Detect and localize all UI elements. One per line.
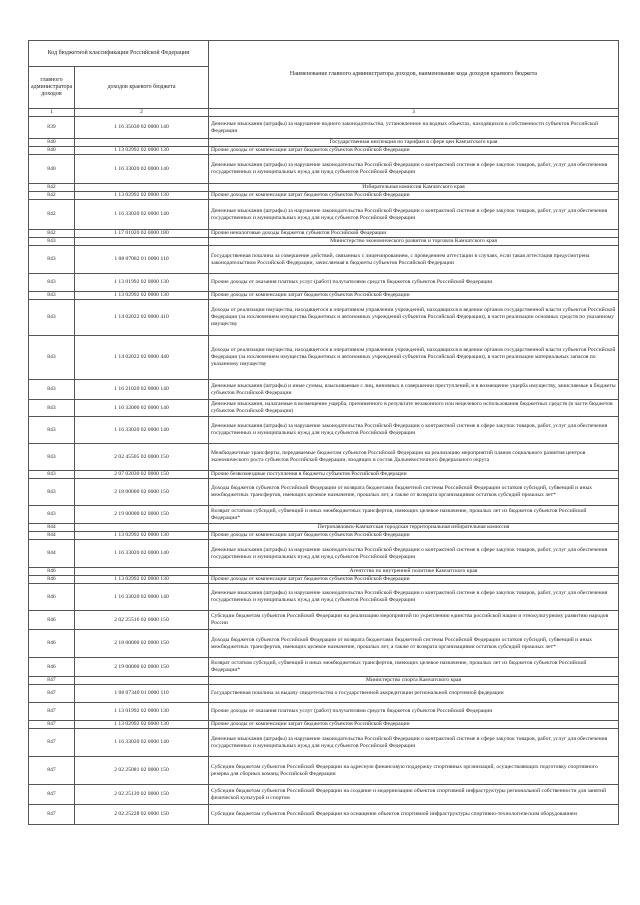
income-code-cell: [75, 568, 209, 576]
column-number: 2: [75, 109, 209, 117]
table-row: [29, 584, 619, 611]
admin-code-cell: 846: [29, 658, 75, 677]
section-row: [29, 524, 619, 532]
admin-code-cell: 847: [29, 785, 75, 805]
description-cell: Субсидии бюджетам субъектов Российской Федерации на реализацию мероприятий по укреплению единства российской нации и этнокультурному развитию народов России: [209, 611, 619, 630]
description-cell: Прочие доходы от компенсации затрат бюджетов субъектов Российской Федерации: [209, 721, 619, 729]
table-row: [29, 479, 619, 506]
description-cell: Министерство экономического развития и торговли Камчатского края: [209, 238, 619, 246]
description-cell: Субсидии бюджетам субъектов Российской Федерации на оснащение объектов спортивной инфраструктуры спортивно-технологическим оборудованием: [209, 805, 619, 825]
description-cell: Возврат остатков субсидий, субвенций и иных межбюджетных трансфертов, имеющих целевое назначение, прошлых лет из бюджетов субъектов Российской Федерации*: [209, 506, 619, 524]
income-code-cell: 1 16 21020 02 0000 140: [75, 380, 209, 400]
table-row: [29, 292, 619, 300]
table-row: [29, 192, 619, 200]
description-cell: Денежные взыскания (штрафы) за нарушение законодательства Российской Федерации о контрактной системе в сфере закупок товаров, работ, услуг для обеспечения государственных и муниципальных нужд для нужд субъектов Российской Федерации: [209, 584, 619, 611]
description-cell: Денежные взыскания, налагаемые в возмещение ущерба, причиненного в результате незаконного или нецелевого использования бюджетных средств (в части бюджетов субъектов Российской Федерации): [209, 400, 619, 417]
admin-code-cell: 840: [29, 139, 75, 147]
admin-code-cell: 843: [29, 300, 75, 336]
admin-code-cell: 846: [29, 584, 75, 611]
income-code-cell: 1 16 32000 02 0000 140: [75, 400, 209, 417]
income-code-cell: 1 08 07082 01 0000 110: [75, 246, 209, 274]
budget-codes-table: [28, 40, 619, 825]
admin-code-cell: 840: [29, 147, 75, 155]
description-cell: Доходы бюджетов субъектов Российской Федерации от возврата бюджетами бюджетной системы Российской Федерации остатков субсидий, субвенций и иных межбюджетных трансфертов, имеющих целевое назначение, прошлых лет, а также от возврата организациями остатков субсидий прошлых лет*: [209, 479, 619, 506]
income-code-cell: 1 16 33020 02 0000 140: [75, 540, 209, 568]
description-cell: Денежные взыскания (штрафы) за нарушение законодательства Российской Федерации о контрактной системе в сфере закупок товаров, работ, услуг для обеспечения государственных и муниципальных нужд для нужд субъектов Российской Федерации: [209, 155, 619, 184]
description-cell: Денежные взыскания (штрафы) и иные суммы, взыскиваемые с лиц, виновных в совершении преступлений, и в возмещение ущерба имуществу, зачисляемые в бюджеты субъектов Российской Федерации: [209, 380, 619, 400]
table-row: [29, 611, 619, 630]
table-row: [29, 246, 619, 274]
admin-code-cell: 843: [29, 380, 75, 400]
income-code-cell: 2 02 25228 02 0000 150: [75, 805, 209, 825]
income-code-cell: 1 08 07340 01 0000 110: [75, 685, 209, 703]
description-cell: Доходы бюджетов субъектов Российской Федерации от возврата бюджетами бюджетной системы Российской Федерации остатков субсидий, субвенций и иных межбюджетных трансфертов, имеющих целевое назначение, прошлых лет, а также от возврата организациями остатков субсидий прошлых лет*: [209, 630, 619, 658]
admin-code-cell: 846: [29, 630, 75, 658]
admin-code-cell: 847: [29, 805, 75, 825]
admin-code-cell: 843: [29, 479, 75, 506]
table-row: [29, 630, 619, 658]
income-code-cell: 1 16 35030 02 0000 140: [75, 117, 209, 139]
admin-code-cell: 847: [29, 721, 75, 729]
admin-code-cell: 842: [29, 200, 75, 230]
income-code-cell: 1 13 02992 02 0000 130: [75, 532, 209, 540]
table-body: [29, 117, 619, 825]
income-code-cell: 2 02 25139 02 0000 150: [75, 785, 209, 805]
section-row: [29, 568, 619, 576]
description-cell: Возврат остатков субсидий, субвенций и иных межбюджетных трансфертов, имеющих целевое назначение, прошлых лет из бюджетов субъектов Российской Федерации*: [209, 658, 619, 677]
table-row: [29, 721, 619, 729]
description-cell: Государственная инспекция по тарифам в сфере цен Камчатского края: [209, 139, 619, 147]
header-group-cell: Код бюджетной классификации Российской Федерации: [29, 41, 209, 67]
table-row: [29, 300, 619, 336]
admin-code-cell: 844: [29, 524, 75, 532]
section-row: [29, 238, 619, 246]
description-cell: Государственная пошлина за выдачу свидетельства о государственной аккредитации региональной спортивной федерации: [209, 685, 619, 703]
admin-code-cell: 839: [29, 117, 75, 139]
description-cell: Межбюджетные трансферты, передаваемые бюджетам субъектов Российской Федерации на реализацию мероприятий планов социального развития центров экономического роста субъектов Российской Федерации, входящих в состав Дальневосточного федерального округа: [209, 444, 619, 471]
table-row: [29, 117, 619, 139]
admin-code-cell: 843: [29, 274, 75, 292]
section-row: [29, 677, 619, 685]
income-code-cell: 1 16 33020 02 0000 140: [75, 729, 209, 757]
admin-code-cell: 844: [29, 540, 75, 568]
description-cell: Прочие доходы от компенсации затрат бюджетов субъектов Российской Федерации: [209, 576, 619, 584]
admin-code-cell: 843: [29, 292, 75, 300]
admin-code-cell: 842: [29, 184, 75, 192]
table-row: [29, 471, 619, 479]
admin-code-cell: 843: [29, 417, 75, 444]
admin-code-cell: 847: [29, 703, 75, 721]
income-code-cell: [75, 238, 209, 246]
admin-code-cell: 843: [29, 238, 75, 246]
income-code-cell: 1 13 02992 02 0000 130: [75, 721, 209, 729]
admin-code-cell: 844: [29, 532, 75, 540]
admin-code-cell: 842: [29, 192, 75, 200]
description-cell: Денежные взыскания (штрафы) за нарушение законодательства Российской Федерации о контрактной системе в сфере закупок товаров, работ, услуг для обеспечения государственных и муниципальных нужд для нужд субъектов Российской Федерации: [209, 540, 619, 568]
income-code-cell: 2 18 00000 02 0000 150: [75, 479, 209, 506]
table-row: [29, 576, 619, 584]
income-code-cell: 2 02 25081 02 0000 150: [75, 757, 209, 785]
description-cell: Денежные взыскания (штрафы) за нарушение водного законодательства, установленное на водных объектах, находящихся в собственности субъектов Российской Федерации: [209, 117, 619, 139]
income-code-cell: 1 14 02022 02 0000 410: [75, 300, 209, 336]
table-row: [29, 805, 619, 825]
income-code-cell: 1 14 02022 02 0000 440: [75, 336, 209, 380]
description-cell: Прочие доходы от компенсации затрат бюджетов субъектов Российской Федерации: [209, 532, 619, 540]
description-cell: Прочие доходы от компенсации затрат бюджетов субъектов Российской Федерации: [209, 192, 619, 200]
admin-code-cell: 840: [29, 155, 75, 184]
description-cell: Избирательная комиссия Камчатского края: [209, 184, 619, 192]
section-row: [29, 139, 619, 147]
description-cell: Прочие доходы от оказания платных услуг (работ) получателями средств бюджетов субъектов Российской Федерации: [209, 274, 619, 292]
description-cell: Министерство спорта Камчатского края: [209, 677, 619, 685]
admin-code-cell: 843: [29, 336, 75, 380]
table-row: [29, 230, 619, 238]
description-cell: Доходы от реализации имущества, находящегося в оперативном управлении учреждений, находящихся в ведении органов государственной власти субъектов Российской Федерации (за исключением имущества бюджетных и автономных учреждений субъектов Российской Федерации), в части реализации материальных запасов по указанному имуществу: [209, 336, 619, 380]
table-row: [29, 532, 619, 540]
income-code-cell: [75, 139, 209, 147]
income-code-cell: [75, 524, 209, 532]
income-code-cell: 2 19 00000 02 0000 150: [75, 506, 209, 524]
column-number: 1: [29, 109, 75, 117]
income-code-cell: 1 13 02992 02 0000 130: [75, 576, 209, 584]
income-code-cell: 2 02 25516 02 0000 150: [75, 611, 209, 630]
admin-code-cell: 843: [29, 506, 75, 524]
income-code-cell: 1 16 33020 02 0000 140: [75, 200, 209, 230]
table-row: [29, 380, 619, 400]
income-code-cell: 2 19 00000 02 0000 150: [75, 658, 209, 677]
column-number: 3: [209, 109, 619, 117]
table-row: [29, 757, 619, 785]
table-row: [29, 703, 619, 721]
income-code-cell: 1 13 02992 02 0000 130: [75, 192, 209, 200]
admin-code-cell: 847: [29, 757, 75, 785]
income-code-cell: 1 13 02992 02 0000 130: [75, 292, 209, 300]
admin-code-cell: 846: [29, 611, 75, 630]
table-row: [29, 274, 619, 292]
header-name-cell: Наименование главного администратора доходов, наименование кода доходов краевого бюджета: [209, 41, 619, 109]
admin-code-cell: 843: [29, 400, 75, 417]
table-row: [29, 540, 619, 568]
table-row: [29, 336, 619, 380]
document-page: [28, 40, 618, 825]
description-cell: Прочие доходы от компенсации затрат бюджетов субъектов Российской Федерации: [209, 292, 619, 300]
income-code-cell: [75, 184, 209, 192]
description-cell: Прочие доходы от оказания платных услуг (работ) получателями средств бюджетов субъектов Российской Федерации: [209, 703, 619, 721]
description-cell: Субсидии бюджетам субъектов Российской Федерации на адресную финансовую поддержку спортивных организаций, осуществляющих подготовку спортивного резерва для сборных команд Российской Федерации: [209, 757, 619, 785]
admin-code-cell: 842: [29, 230, 75, 238]
description-cell: Государственная пошлина за совершение действий, связанных с лицензированием, с проведением аттестации в случаях, если такая аттестация предусмотрена законодательством Российской Федерации, зачисляемая в бюджеты субъектов Российской Федерации: [209, 246, 619, 274]
table-row: [29, 155, 619, 184]
table-row: [29, 685, 619, 703]
income-code-cell: 1 13 01992 02 0000 130: [75, 703, 209, 721]
income-code-cell: 1 13 01992 02 0000 130: [75, 274, 209, 292]
income-code-cell: 1 16 33020 02 0000 140: [75, 417, 209, 444]
income-code-cell: 1 17 01020 02 0000 180: [75, 230, 209, 238]
income-code-cell: 2 02 45505 02 0000 150: [75, 444, 209, 471]
table-row: [29, 400, 619, 417]
table-row: [29, 417, 619, 444]
admin-code-cell: 847: [29, 685, 75, 703]
table-row: [29, 444, 619, 471]
admin-code-cell: 846: [29, 568, 75, 576]
table-row: [29, 200, 619, 230]
description-cell: Денежные взыскания (штрафы) за нарушение законодательства Российской Федерации о контрактной системе в сфере закупок товаров, работ, услуг для обеспечения государственных и муниципальных нужд для нужд субъектов Российской Федерации: [209, 417, 619, 444]
description-cell: Доходы от реализации имущества, находящегося в оперативном управлении учреждений, находящихся в ведении органов государственной власти субъектов Российской Федерации (за исключением имущества бюджетных и автономных учреждений субъектов Российской Федерации), в части реализации основных средств по указанному имуществу: [209, 300, 619, 336]
income-code-cell: [75, 677, 209, 685]
description-cell: Петропавловск-Камчатская городская территориальная избирательная комиссия: [209, 524, 619, 532]
table-row: [29, 729, 619, 757]
income-code-cell: 1 13 02992 02 0000 130: [75, 147, 209, 155]
income-code-cell: 1 16 33020 02 0000 140: [75, 584, 209, 611]
description-cell: Субсидии бюджетам субъектов Российской Федерации на создание и модернизацию объектов спортивной инфраструктуры региональной собственности для занятий физической культурой и спортом: [209, 785, 619, 805]
description-cell: Денежные взыскания (штрафы) за нарушение законодательства Российской Федерации о контрактной системе в сфере закупок товаров, работ, услуг для обеспечения государственных и муниципальных нужд для нужд субъектов Российской Федерации: [209, 729, 619, 757]
admin-code-cell: 847: [29, 729, 75, 757]
description-cell: Прочие неналоговые доходы бюджетов субъектов Российской Федерации: [209, 230, 619, 238]
header-income-cell: доходов краевого бюджета: [75, 67, 209, 109]
description-cell: Прочие безвозмездные поступления в бюджеты субъектов Российской Федерации: [209, 471, 619, 479]
income-code-cell: 1 16 33020 02 0000 140: [75, 155, 209, 184]
admin-code-cell: 843: [29, 246, 75, 274]
table-row: [29, 506, 619, 524]
section-row: [29, 184, 619, 192]
admin-code-cell: 846: [29, 576, 75, 584]
admin-code-cell: 843: [29, 471, 75, 479]
table-row: [29, 147, 619, 155]
description-cell: Прочие доходы от компенсации затрат бюджетов субъектов Российской Федерации: [209, 147, 619, 155]
header-admin-cell: главного администратора доходов: [29, 67, 75, 109]
income-code-cell: 2 07 02030 02 0000 150: [75, 471, 209, 479]
admin-code-cell: 843: [29, 444, 75, 471]
description-cell: Денежные взыскания (штрафы) за нарушение законодательства Российской Федерации о контрактной системе в сфере закупок товаров, работ, услуг для обеспечения государственных и муниципальных нужд для нужд субъектов Российской Федерации: [209, 200, 619, 230]
table-row: [29, 785, 619, 805]
admin-code-cell: 847: [29, 677, 75, 685]
table-row: [29, 658, 619, 677]
income-code-cell: 2 18 00000 02 0000 150: [75, 630, 209, 658]
description-cell: Агентство по внутренней политике Камчатского края: [209, 568, 619, 576]
